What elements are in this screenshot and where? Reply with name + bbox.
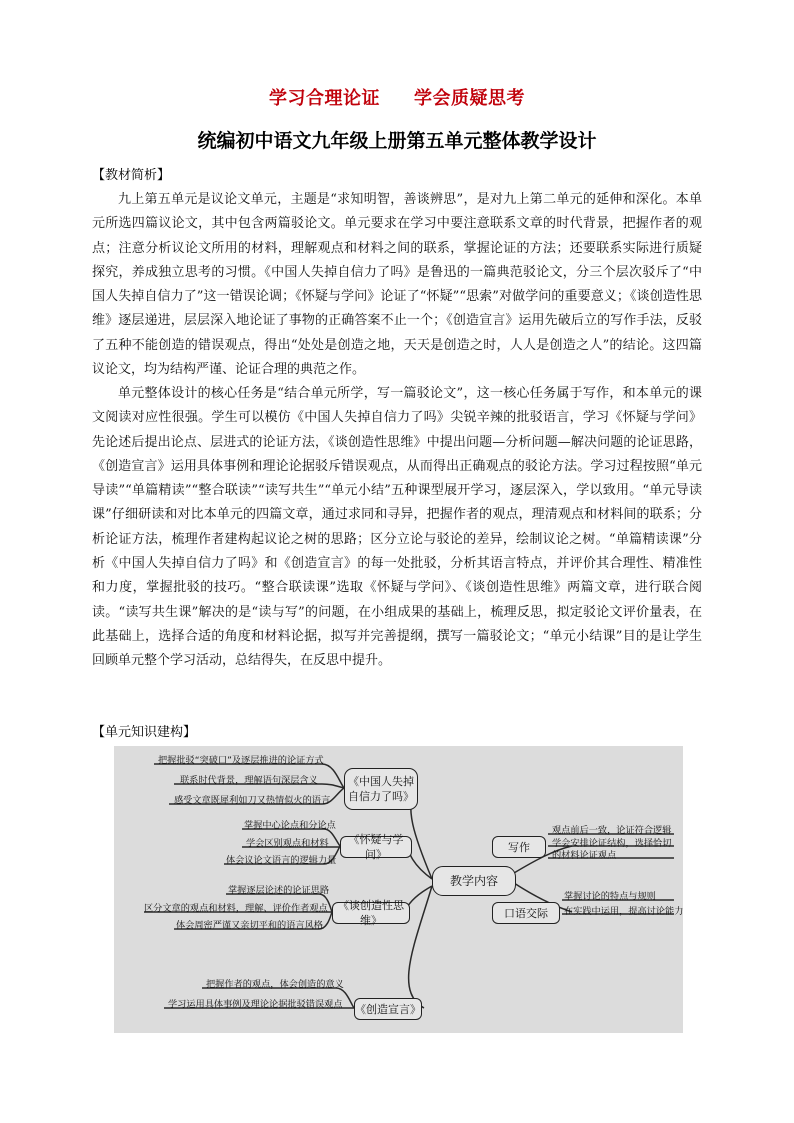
branch-title-line: 《中国人失掉: [348, 775, 414, 788]
mindmap-point: 学会区别观点和材料: [246, 838, 329, 849]
document-subtitle: [0, 84, 794, 110]
mindmap-branch-lesson-3: 《谈创造性思维》: [332, 902, 410, 924]
mindmap-center-node: 教学内容: [432, 866, 516, 896]
mindmap-point: 联系时代背景，理解语句深层含义: [180, 775, 318, 786]
mindmap-branch-lesson-1: [344, 768, 418, 810]
mindmap-branch-lesson-2: 《怀疑与学问》: [340, 836, 412, 858]
mindmap-point: 的材料论证观点: [552, 850, 617, 861]
section-heading-knowledge-structure: 【单元知识建构】: [92, 725, 197, 740]
branch-title-line: 自信力了吗》: [348, 790, 414, 803]
mindmap-point: 体会周密严谨又亲切平和的语言风格: [176, 920, 323, 931]
mindmap-branch-lesson-4: 《创造宣言》: [354, 998, 422, 1020]
mindmap-point: 观点前后一致，论证符合逻辑: [552, 825, 672, 836]
paragraph-textbook-analysis: 九上第五单元是议论文单元，主题是“求知明智，善谈辨思”，是对九上第二单元的延伸和深化。本单元所选四篇议论文，其中包含两篇驳论文。单元要求在学习中要注意联系文章的时代背景，把握作者的观点；注意分析议论文所用的材料，理解观点和材料之间的联系，掌握论证的方法；还要联系实际进行质疑探究，养成独立思考的习惯。《中国人失掉自信力了吗》是鲁迅的一篇典范驳论文，分三个层次驳斥了“中国人失掉自信力了”这一错误论调；《怀疑与学问》论证了“怀疑”“思索”对做学问的重要意义；《谈创造性思维》逐层递进，层层深入地论证了事物的正确答案不止一个；《创造宣言》运用先破后立的写作手法，反驳了五种不能创造的错误观点，得出“处处是创造之地，天天是创造之时，人人是创造之人”的结论。这四篇议论文，均为结构严谨、论证合理的典范之作。: [92, 192, 702, 378]
paragraph-unit-design: 单元整体设计的核心任务是“结合单元所学，写一篇驳论文”，这一核心任务属于写作，和本单元的课文阅读对应性很强。学生可以模仿《中国人失掉自信力了吗》尖锐辛辣的批驳语言，学习《怀疑与学问》先论述后提出论点、层进式的论证方法，《谈创造性思维》中提出问题—分析问题—解决问题的论证思路，《创造宣言》运用具体事例和理论论据驳斥错误观点，从而得出正确观点的驳论方法。学习过程按照“单元导读”“单篇精读”“整合联读”“读写共生”“单元小结”五种课型展开学习，逐层深入，学以致用。“单元导读课”仔细研读和对比本单元的四篇文章，通过求同和寻异，把握作者的观点，理清观点和材料间的联系；分析论证方法，梳理作者建构起议论之树的思路；区分立论与驳论的差异，绘制议论之树。“单篇精读课”分析《中国人失掉自信力了吗》和《创造宣言》的每一处批驳，分析其语言特点，并评价其合理性、精准性和力度，掌握批驳的技巧。“整合联读课”选取《怀疑与学问》、《谈创造性思维》两篇文章，进行联合阅读。“读写共生课”解决的是“读与写”的问题，在小组成果的基础上，梳理反思，拟定驳论文评价量表，在此基础上，选择合适的角度和材料论据，拟写并完善提纲，撰写一篇驳论文；“单元小结课”目的是让学生回顾单元整个学习活动，总结得失，在反思中提升。: [92, 386, 702, 669]
mindmap-point: 体会议论文语言的逻辑力量: [226, 855, 337, 866]
document-title: 统编初中语文九年级上册第五单元整体教学设计: [197, 130, 597, 152]
mindmap-point: 掌握逐层论述的论证思路: [228, 885, 330, 896]
subtitle-part-2: 学会质疑思考: [414, 88, 525, 109]
subtitle-part-1: 学习合理论证: [269, 88, 380, 109]
mindmap-point: 学习运用具体事例及理论论据批驳错误观点: [168, 999, 343, 1010]
mindmap-point: 区分文章的观点和材料，理解、评价作者观点: [144, 903, 328, 914]
mindmap-point: 在实践中运用，提高讨论能力: [564, 906, 683, 917]
mindmap-branch-oral: 口语交际: [492, 902, 560, 924]
mindmap-point: 感受文章既犀利如刀又热情似火的语言: [174, 795, 331, 806]
mindmap-point: 掌握讨论的特点与规则: [564, 891, 656, 902]
mindmap-point: 掌握中心论点和分论点: [244, 820, 336, 831]
mindmap-branch-writing: 写作: [492, 836, 546, 858]
mindmap-point: 把握批驳“突破口”及逐层推进的论证方式: [158, 755, 324, 766]
mindmap-point: 把握作者的观点，体会创造的意义: [206, 979, 344, 990]
mindmap-figure: [114, 746, 683, 1033]
mindmap-point: 学会安排论证结构，选择恰切: [552, 838, 672, 849]
section-heading-textbook-analysis: 【教材简析】: [92, 168, 171, 183]
